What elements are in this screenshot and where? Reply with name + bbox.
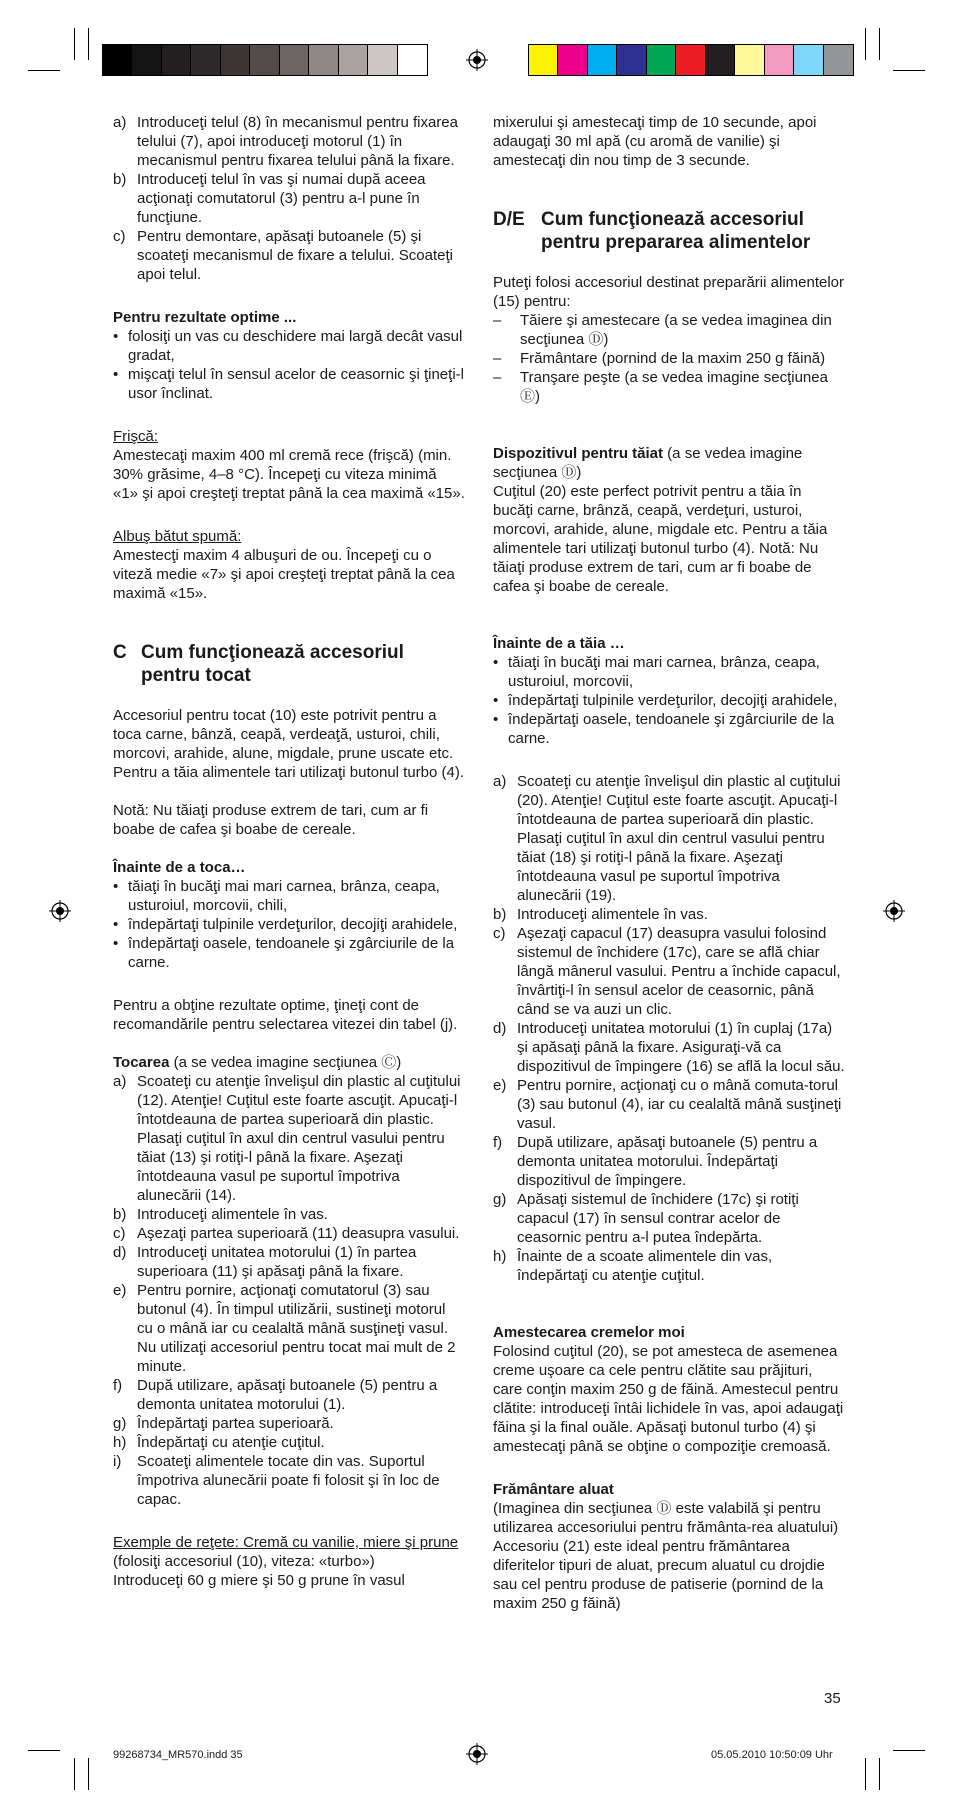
list-item-text: mişcaţi telul în sensul acelor de ceasornic şi ţineţi-l usor înclinat. bbox=[128, 366, 464, 402]
list-marker: • bbox=[493, 654, 499, 671]
inainte-toca-bullet-list bbox=[113, 877, 465, 972]
process-color-bar bbox=[528, 44, 854, 76]
list-marker: e) bbox=[493, 1077, 507, 1094]
registration-mark-icon bbox=[466, 49, 488, 71]
list-marker: g) bbox=[493, 1191, 507, 1208]
gray-swatch bbox=[398, 45, 427, 75]
list-item-text: Scoateţi alimentele tocate din vas. Suportul împotriva alunecării poate fi folosit şi în loc de capac. bbox=[137, 1453, 440, 1508]
list-marker: f) bbox=[113, 1377, 123, 1394]
list-item-text: Apăsaţi sistemul de închidere (17c) şi rotiţi capacul (17) în sensul contrar acelor de ceasornic pentru a-l putea îndepărta. bbox=[517, 1191, 799, 1246]
list-item-text: Pentru pornire, acţionaţi comutatorul (3) sau butonul (4). În timpul utilizării, sustineţi motorul cu o mână iar cu cealaltă mână susţineţi vasul. Nu utilizaţi accesoriul pentru tocat mai mult de 2 minute. bbox=[137, 1282, 456, 1375]
color-swatch bbox=[765, 45, 794, 75]
list-item-text: Înainte de a scoate alimentele din vas, îndepărtaţi cu atenţie cuţitul. bbox=[517, 1248, 773, 1284]
grayscale-color-bar bbox=[102, 44, 428, 76]
frisca-text: Amestecaţi maxim 400 ml cremă rece (frişcă) (min. 30% grăsime, 4–8 °C). Începeţi cu viteza minimă «1» şi apoi creşteţi treptat până la cea maximă «15». bbox=[113, 447, 465, 502]
list-item-text: Scoateţi cu atenţie învelişul din plastic al cuţitului (20). Atenţie! Cuţitul este foarte ascuţit. Apucaţi-l întotdeauna de partea superioară din plastic. Plasaţi cuţitul în axul din centrul vasului pentru tăiat (18) şi rotiţi-l până la fixare. Aşezaţi întotdeauna vasul pe suportul împotriva alunecării (19). bbox=[517, 773, 841, 904]
list-marker: h) bbox=[113, 1434, 127, 1451]
color-swatch bbox=[676, 45, 705, 75]
gray-swatch bbox=[280, 45, 309, 75]
color-swatch bbox=[588, 45, 617, 75]
gray-swatch bbox=[132, 45, 161, 75]
section-de-letter: D/E bbox=[493, 209, 525, 230]
list-item-text: Introduceţi telul (8) în mecanismul pentru fixarea telului (7), apoi introduceţi motorul (1) în mecanismul pentru fixarea telului până la fixare. bbox=[137, 114, 458, 169]
step-item bbox=[493, 924, 845, 1019]
rezultate-text: Pentru a obţine rezultate optime, ţineţi cont de recomandările pentru selectarea vitezei din tabel (j). bbox=[113, 997, 458, 1033]
list-item-text: Pentru pornire, acţionaţi cu o mână comuta-torul (3) sau butonul (4), iar cu cealaltă mână susţineţi vasul. bbox=[517, 1077, 842, 1132]
bullet-item bbox=[113, 934, 465, 972]
list-marker: – bbox=[493, 350, 502, 367]
step-item bbox=[113, 1452, 465, 1509]
step-item bbox=[493, 1190, 845, 1247]
step-item bbox=[113, 1376, 465, 1414]
list-item-text: îndepărtaţi tulpinile verdeţurilor, decojiţi arahidele, bbox=[128, 916, 458, 933]
list-marker: a) bbox=[113, 1073, 127, 1090]
registration-mark-icon bbox=[883, 900, 905, 922]
step-item bbox=[113, 113, 465, 170]
inainte-taia-bullet-list bbox=[493, 653, 845, 748]
list-item-text: Aşezaţi partea superioară (11) deasupra vasului. bbox=[137, 1225, 460, 1242]
list-item-text: Introduceţi unitatea motorului (1) în partea superioara (11) şi apăsaţi până la fixare. bbox=[137, 1244, 417, 1280]
step-item bbox=[113, 1433, 465, 1452]
gray-swatch bbox=[191, 45, 220, 75]
list-marker: a) bbox=[493, 773, 507, 790]
crop-mark bbox=[879, 28, 880, 60]
albus-text: Amestecţi maxim 4 albuşuri de ou. Începeţi cu o viteză medie «7» şi apoi creşteţi treptat până la cea maximă «15». bbox=[113, 547, 455, 602]
bullet-item bbox=[493, 691, 845, 710]
section-de-heading bbox=[493, 208, 845, 254]
c-nota: Notă: Nu tăiaţi produse extrem de tari, cum ar fi boabe de cafea şi boabe de cereale. bbox=[113, 802, 429, 838]
section-de-title: Cum funcţionează accesoriul pentru prepararea alimentelor bbox=[541, 209, 811, 253]
tocarea-paragraph bbox=[113, 1053, 465, 1072]
page-number: 35 bbox=[824, 1690, 841, 1707]
exemplu-line-2: Introduceţi 60 g miere şi 50 g prune în vasul bbox=[113, 1572, 405, 1589]
list-item-text: Scoateţi cu atenţie învelişul din plastic al cuţitului (12). Atenţie! Cuţitul este foarte ascuţit. Apucaţi-l întotdeauna de partea superioară din plastic. Plasaţi cuţitul în axul din centrul vasului pentru tăiat (13) şi rotiţi-l până la fixare. Aşezaţi întotdeauna vasul pe suportul împotriva alunecării (14). bbox=[137, 1073, 461, 1204]
whisk-steps-list bbox=[113, 113, 465, 284]
continuation-text: mixerului şi amestecaţi timp de 10 secunde, apoi adaugaţi 30 ml apă (cu aromă de vanilie) şi amestecaţi din nou timp de 3 secunde. bbox=[493, 114, 817, 169]
list-item-text: Introduceţi alimentele în vas. bbox=[137, 1206, 328, 1223]
gray-swatch bbox=[221, 45, 250, 75]
color-swatch bbox=[824, 45, 853, 75]
tocarea-ref: (a se vedea imagine secţiunea Ⓒ) bbox=[169, 1054, 402, 1071]
color-swatch bbox=[529, 45, 558, 75]
step-item bbox=[493, 772, 845, 905]
footer-timestamp: 05.05.2010 10:50:09 Uhr bbox=[711, 1749, 833, 1761]
list-marker: • bbox=[113, 916, 119, 933]
list-marker: – bbox=[493, 312, 502, 329]
list-item-text: Îndepărtaţi partea superioară. bbox=[137, 1415, 334, 1432]
bullet-item bbox=[113, 915, 465, 934]
color-swatch bbox=[558, 45, 587, 75]
tocarea-steps-list bbox=[113, 1072, 465, 1509]
list-item-text: tăiaţi în bucăţi mai mari carnea, brânza, ceapa, usturoiul, morcovii, bbox=[508, 654, 820, 690]
step-item bbox=[113, 1224, 465, 1243]
step-item bbox=[113, 170, 465, 227]
list-marker: c) bbox=[493, 925, 506, 942]
c-intro: Accesoriul pentru tocat (10) este potrivit pentru a toca carne, bânză, ceapă, verdeaţă, usturoi, chili, morcovi, arahide, alune, migdale, prune uscate etc. Pentru a tăia alimentele tari utilizaţi butonul turbo (4). bbox=[113, 707, 465, 781]
list-item-text: După utilizare, apăsaţi butoanele (5) pentru a demonta unitatea motorului (1). bbox=[137, 1377, 438, 1413]
list-marker: d) bbox=[493, 1020, 507, 1037]
list-item-text: îndepărtaţi oasele, tendoanele şi zgârciurile de la carne. bbox=[128, 935, 455, 971]
list-marker: c) bbox=[113, 228, 126, 245]
step-item bbox=[113, 1205, 465, 1224]
list-marker: d) bbox=[113, 1244, 127, 1261]
step-item bbox=[113, 1243, 465, 1281]
crop-mark bbox=[893, 70, 925, 71]
step-item bbox=[493, 1076, 845, 1133]
list-marker: c) bbox=[113, 1225, 126, 1242]
list-item-text: Aşezaţi capacul (17) deasupra vasului folosind sistemul de închidere (17c), care se află chiar lângă mânerul vasului. Pentru a închide capacul, învârtiţi-l în sensul acelor de ceasornic, până când se va auzi un clic. bbox=[517, 925, 841, 1018]
step-item bbox=[113, 227, 465, 284]
optime-bullet-list bbox=[113, 327, 465, 403]
frisca-heading: Frişcă: bbox=[113, 428, 158, 445]
dash-item bbox=[493, 349, 845, 368]
list-marker: • bbox=[113, 366, 119, 383]
exemplu-heading: Exemple de reţete: Cremă cu vanilie, miere şi prune bbox=[113, 1534, 459, 1551]
list-marker: • bbox=[113, 328, 119, 345]
list-marker: • bbox=[493, 692, 499, 709]
gray-swatch bbox=[309, 45, 338, 75]
tocarea-heading: Tocarea bbox=[113, 1054, 170, 1071]
list-item-text: Introduceţi alimentele în vas. bbox=[517, 906, 708, 923]
list-marker: b) bbox=[113, 171, 127, 188]
taia-steps-list bbox=[493, 772, 845, 1285]
registration-mark-icon bbox=[466, 1743, 488, 1765]
bullet-item bbox=[113, 877, 465, 915]
step-item bbox=[493, 1133, 845, 1190]
section-c-letter: C bbox=[113, 642, 127, 663]
step-item bbox=[113, 1281, 465, 1376]
step-item bbox=[493, 1247, 845, 1285]
albus-heading: Albuş bătut spumă: bbox=[113, 528, 242, 545]
list-marker: b) bbox=[493, 906, 507, 923]
color-swatch bbox=[794, 45, 823, 75]
crop-mark bbox=[28, 1750, 60, 1751]
list-marker: b) bbox=[113, 1206, 127, 1223]
list-marker: – bbox=[493, 369, 502, 386]
crop-mark bbox=[74, 1758, 75, 1790]
crop-mark bbox=[879, 1758, 880, 1790]
list-item-text: Frământare (pornind de la maxim 250 g făină) bbox=[520, 350, 826, 367]
list-item-text: Pentru demontare, apăsaţi butoanele (5) şi scoateţi mecanismul de fixare a telului. Scoateţi apoi telul. bbox=[137, 228, 453, 283]
gray-swatch bbox=[103, 45, 132, 75]
crop-mark bbox=[88, 28, 89, 60]
list-item-text: Tranşare peşte (a se vedea imagine secţiunea Ⓔ) bbox=[520, 369, 828, 405]
taiat-text: Cuţitul (20) este perfect potrivit pentru a tăia în bucăţi carne, brânză, ceapă, verdeţuri, usturoi, morcovi, arahide, alune, migdale etc. Pentru a tăia alimentele tari utilizaţi butonul turbo (4). Notă: Nu tăiaţi produse extrem de tari, cum ar fi boabe de cafea şi boabe de cereale. bbox=[493, 483, 828, 595]
bullet-item bbox=[493, 653, 845, 691]
crop-mark bbox=[865, 28, 866, 60]
list-item-text: Îndepărtaţi cu atenţie cuţitul. bbox=[137, 1434, 325, 1451]
list-marker: e) bbox=[113, 1282, 127, 1299]
section-c-heading bbox=[113, 641, 465, 687]
list-marker: i) bbox=[113, 1453, 122, 1470]
de-intro: Puteţi folosi accesoriul destinat preparării alimentelor (15) pentru: bbox=[493, 274, 845, 310]
bullet-item bbox=[113, 327, 465, 365]
list-item-text: Introduceţi unitatea motorului (1) în cuplaj (17a) şi apăsaţi până la fixare. Asiguraţi-vă ca dispozitivul de împingere (16) se află la locul său. bbox=[517, 1020, 845, 1075]
framantare-text-2: Accesoriu (21) este ideal pentru frământarea diferitelor tipuri de aluat, precum aluatul cu drojdie sau cel pentru produse de patiserie (pornind de la maxim 250 g făină) bbox=[493, 1538, 825, 1612]
bullet-item bbox=[493, 710, 845, 748]
bullet-item bbox=[113, 365, 465, 403]
left-column bbox=[113, 113, 465, 1590]
list-item-text: Tăiere şi amestecare (a se vedea imaginea din secţiunea Ⓓ) bbox=[520, 312, 832, 348]
step-item bbox=[493, 905, 845, 924]
step-item bbox=[113, 1414, 465, 1433]
de-uses-list bbox=[493, 311, 845, 406]
color-swatch bbox=[735, 45, 764, 75]
taiat-paragraph bbox=[493, 444, 845, 482]
color-swatch bbox=[647, 45, 676, 75]
taiat-heading: Dispozitivul pentru tăiat bbox=[493, 445, 664, 462]
step-item bbox=[493, 1019, 845, 1076]
list-item-text: Introduceţi telul în vas şi numai după aceea acţionaţi comutatorul (3) pentru a-l pune în funcţiune. bbox=[137, 171, 426, 226]
inainte-taia-heading: Înainte de a tăia … bbox=[493, 635, 625, 652]
cremelor-heading: Amestecarea cremelor moi bbox=[493, 1324, 685, 1341]
gray-swatch bbox=[250, 45, 279, 75]
list-marker: • bbox=[113, 878, 119, 895]
list-item-text: folosiţi un vas cu deschidere mai largă decât vasul gradat, bbox=[128, 328, 463, 364]
list-item-text: După utilizare, apăsaţi butoanele (5) pentru a demonta unitatea motorului. Îndepărtaţi dispozitivul de împingere. bbox=[517, 1134, 818, 1189]
step-item bbox=[113, 1072, 465, 1205]
framantare-heading: Frământare aluat bbox=[493, 1481, 614, 1498]
dash-item bbox=[493, 311, 845, 349]
color-swatch bbox=[706, 45, 735, 75]
gray-swatch bbox=[339, 45, 368, 75]
registration-mark-icon bbox=[49, 900, 71, 922]
section-c-title: Cum funcţionează accesoriul pentru tocat bbox=[141, 642, 404, 686]
color-swatch bbox=[617, 45, 646, 75]
crop-mark bbox=[88, 1758, 89, 1790]
cremelor-text: Folosind cuţitul (20), se pot amesteca de asemenea creme uşoare ca cele pentru clătite sau prăjituri, care conţin maxim 250 g de făină. Amestecul pentru clătite: introduceţi întâi lichidele în vas, apoi adaugaţi făina şi la final ouăle. Apăsaţi butonul turbo (4) şi amestecaţi până se obţine o compoziţie cremoasă. bbox=[493, 1343, 844, 1455]
optime-heading: Pentru rezultate optime ... bbox=[113, 309, 297, 326]
list-marker: • bbox=[113, 935, 119, 952]
list-marker: f) bbox=[493, 1134, 503, 1151]
dash-item bbox=[493, 368, 845, 406]
framantare-text-1: (Imaginea din secţiunea Ⓓ este valabilă şi pentru utilizarea accesoriului pentru frământa-rea aluatului) bbox=[493, 1500, 839, 1536]
list-item-text: îndepărtaţi tulpinile verdeţurilor, decojiţi arahidele, bbox=[508, 692, 838, 709]
right-column bbox=[493, 113, 845, 1613]
crop-mark bbox=[865, 1758, 866, 1790]
list-marker: a) bbox=[113, 114, 127, 131]
crop-mark bbox=[28, 70, 60, 71]
inainte-toca-heading: Înainte de a toca… bbox=[113, 859, 246, 876]
taiat-ref: (a se vedea imagine secţiunea Ⓓ) bbox=[493, 445, 803, 481]
list-marker: • bbox=[493, 711, 499, 728]
crop-mark bbox=[74, 28, 75, 60]
footer-file-name: 99268734_MR570.indd 35 bbox=[113, 1749, 243, 1761]
list-marker: g) bbox=[113, 1415, 127, 1432]
gray-swatch bbox=[162, 45, 191, 75]
exemplu-line-1: (folosiţi accesoriul (10), viteza: «turbo») bbox=[113, 1553, 375, 1570]
list-item-text: îndepărtaţi oasele, tendoanele şi zgârciurile de la carne. bbox=[508, 711, 835, 747]
crop-mark bbox=[893, 1750, 925, 1751]
list-marker: h) bbox=[493, 1248, 507, 1265]
list-item-text: tăiaţi în bucăţi mai mari carnea, brânza, ceapa, usturoiul, morcovii, chili, bbox=[128, 878, 440, 914]
gray-swatch bbox=[368, 45, 397, 75]
